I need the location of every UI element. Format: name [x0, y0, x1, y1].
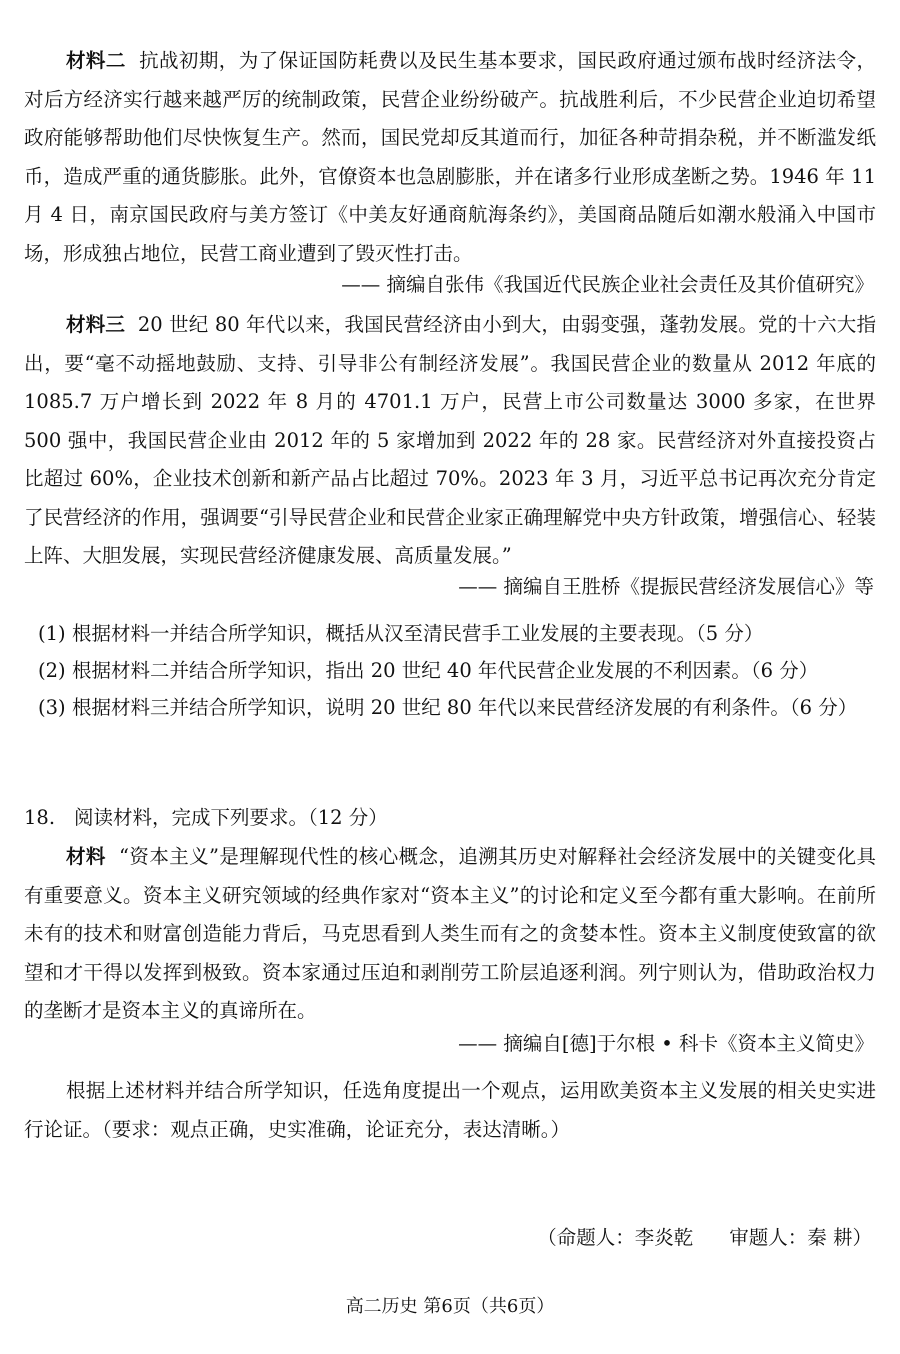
material-3-label: 材料三 [66, 313, 126, 336]
question-18-material [24, 838, 876, 1031]
question-18-heading [24, 800, 388, 836]
question-2-text: 根据材料二并结合所学知识，指出 20 世纪 40 年代民营企业发展的不利因素。（6 分） [72, 659, 819, 682]
question-3-number: (3) [38, 696, 66, 719]
page-footer: 高二历史 第6页（共6页） [345, 1296, 555, 1317]
material-3-text: 20 世纪 80 年代以来，我国民营经济由小到大，由弱变强，蓬勃发展。党的十六大指出，要“毫不动摇地鼓励、支持、引导非公有制经济发展”。我国民营企业的数量从 2012 年底的 1085.7 万户增长到 2022 年 8 月的 4701.1 万户，民营上市公司数量达 3000 多家，在世界 500 强中，我国民营企业由 2012 年的 5 家增加到 2022 年的 28 家。民营经济对外直接投资占比超过 60%，企业技术创新和新产品占比超过 70%。2023 年 3 月，习近平总书记再次充分肯定了民营经济的作用，强调要“引导民营企业和民营企业家正确理解党中央方针政策，增强信心、轻装上阵、大胆发展，实现民营经济健康发展、高质量发展。” [24, 313, 876, 567]
question-1-text: 根据材料一并结合所学知识，概括从汉至清民营手工业发展的主要表现。（5 分） [72, 622, 764, 645]
material-2-paragraph [24, 42, 876, 273]
question-1 [38, 616, 878, 652]
reviewer-credit: 审题人：秦 耕） [729, 1226, 872, 1249]
question-18-material-label: 材料 [66, 845, 106, 868]
question-18-number: 18. [24, 806, 56, 829]
material-3-source: —— 摘编自王胜桥《提振民营经济发展信心》等 [458, 575, 874, 598]
question-3 [38, 690, 878, 726]
question-1-number: (1) [38, 622, 66, 645]
material-2-source: —— 摘编自张伟《我国近代民族企业社会责任及其价值研究》 [341, 273, 874, 296]
material-2-text: 抗战初期，为了保证国防耗费以及民生基本要求，国民政府通过颁布战时经济法令，对后方经济实行越来越严厉的统制政策，民营企业纷纷破产。抗战胜利后，不少民营企业迫切希望政府能够帮助他们尽快恢复生产。然而，国民党却反其道而行，加征各种苛捐杂税，并不断滥发纸币，造成严重的通货膨胀。此外，官僚资本也急剧膨胀，并在诸多行业形成垄断之势。1946 年 11 月 4 日，南京国民政府与美方签订《中美友好通商航海条约》，美国商品随后如潮水般涌入中国市场，形成独占地位，民营工商业遭到了毁灭性打击。 [24, 49, 876, 265]
author-credit: （命题人：李炎乾 [537, 1226, 694, 1249]
question-2-number: (2) [38, 659, 66, 682]
question-18-title: 阅读材料，完成下列要求。（12 分） [74, 806, 388, 829]
question-18-material-text: “资本主义”是理解现代性的核心概念，追溯其历史对解释社会经济发展中的关键变化具有重要意义。资本主义研究领域的经典作家对“资本主义”的讨论和定义至今都有重大影响。在前所未有的技术和财富创造能力背后，马克思看到人类生而有之的贪婪本性。资本主义制度使致富的欲望和才干得以发挥到极致。资本家通过压迫和剥削劳工阶层追逐利润。列宁则认为，借助政治权力的垄断才是资本主义的真谛所在。 [24, 845, 876, 1022]
material-2-label: 材料二 [66, 49, 126, 72]
question-2 [38, 653, 878, 689]
credits [537, 1220, 872, 1256]
question-18-source: —— 摘编自[德]于尔根 • 科卡《资本主义简史》 [458, 1032, 874, 1055]
material-3-paragraph [24, 306, 876, 576]
question-3-text: 根据材料三并结合所学知识，说明 20 世纪 80 年代以来民营经济发展的有利条件。（6 分） [72, 696, 858, 719]
question-18-task: 根据上述材料并结合所学知识，任选角度提出一个观点，运用欧美资本主义发展的相关史实进行论证。（要求：观点正确，史实准确，论证充分，表达清晰。） [24, 1079, 876, 1141]
